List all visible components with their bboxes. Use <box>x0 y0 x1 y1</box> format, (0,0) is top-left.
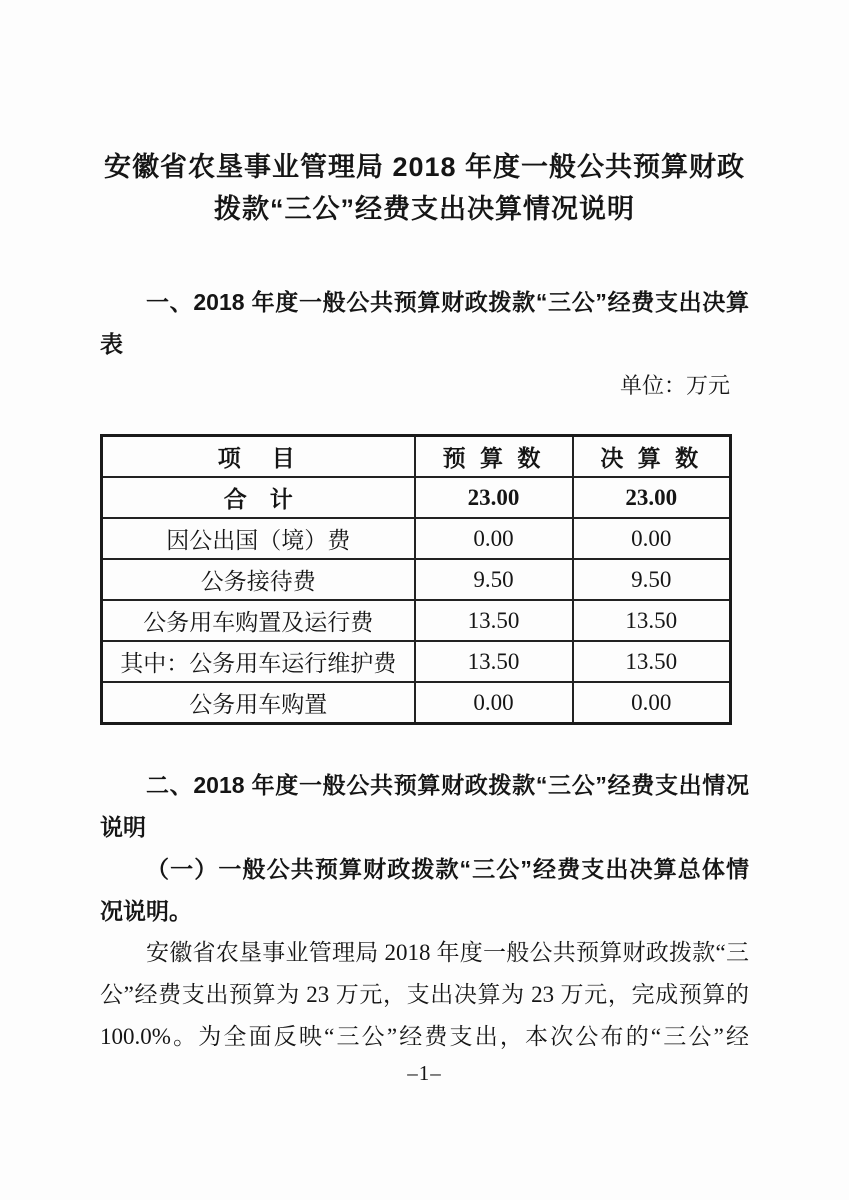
section-2-heading-line-2: 说明 <box>100 814 146 840</box>
section-1 <box>100 281 749 407</box>
table-row-reception-expense <box>102 559 731 600</box>
budget-table-container <box>100 434 749 725</box>
section-2-subheading-line-1: （一）一般公共预算财政拨款“三公”经费支出决算总体情 <box>146 856 749 882</box>
paragraph-line-3: 100.0%。为全面反映“三公”经费支出，本次公布的“三公”经 <box>100 1024 749 1049</box>
column-header-budget: 预 算 数 <box>415 436 573 478</box>
title-line-1: 安徽省农垦事业管理局 2018 年度一般公共预算财政 <box>103 152 746 182</box>
table-row-vehicle-purchase <box>102 682 731 724</box>
unit-label: 单位：万元 <box>619 373 730 398</box>
row-item-label: 合 计 <box>102 477 415 518</box>
table-header-row <box>102 436 731 478</box>
section-1-heading-line-1: 一、2018 年度一般公共预算财政拨款“三公”经费支出决算 <box>146 289 749 315</box>
row-budget-value: 13.50 <box>415 641 573 682</box>
row-budget-value: 9.50 <box>415 559 573 600</box>
paragraph-line-1: 安徽省农垦事业管理局 2018 年度一般公共预算财政拨款“三 <box>146 940 749 965</box>
table-row-abroad-expense <box>102 518 731 559</box>
row-budget-value: 13.50 <box>415 600 573 641</box>
row-budget-value: 0.00 <box>415 518 573 559</box>
section-2 <box>100 764 749 1058</box>
page-number: –1– <box>407 1061 442 1085</box>
document-title <box>100 146 749 230</box>
section-2-heading-line-1: 二、2018 年度一般公共预算财政拨款“三公”经费支出情况 <box>146 772 749 798</box>
section-1-heading-line-2: 表 <box>100 331 123 357</box>
table-row-vehicle-maintenance <box>102 641 731 682</box>
row-item-label: 因公出国（境）费 <box>102 518 415 559</box>
column-header-final: 决 算 数 <box>573 436 731 478</box>
section-2-subheading-line-2: 况说明。 <box>100 898 192 924</box>
row-item-label: 公务用车购置及运行费 <box>102 600 415 641</box>
title-line-2: 拨款“三公”经费支出决算情况说明 <box>214 194 635 224</box>
row-final-value: 13.50 <box>573 641 731 682</box>
budget-table <box>100 434 732 725</box>
row-final-value: 0.00 <box>573 518 731 559</box>
row-item-label: 公务接待费 <box>102 559 415 600</box>
row-item-label: 公务用车购置 <box>102 682 415 724</box>
row-final-value: 13.50 <box>573 600 731 641</box>
row-budget-value: 23.00 <box>415 477 573 518</box>
row-final-value: 23.00 <box>573 477 731 518</box>
row-item-label: 其中：公务用车运行维护费 <box>102 641 415 682</box>
row-budget-value: 0.00 <box>415 682 573 724</box>
column-header-item: 项 目 <box>102 436 415 478</box>
table-row-vehicle-expense <box>102 600 731 641</box>
row-final-value: 9.50 <box>573 559 731 600</box>
paragraph-line-2: 公”经费支出预算为 23 万元，支出决算为 23 万元，完成预算的 <box>100 982 749 1007</box>
row-final-value: 0.00 <box>573 682 731 724</box>
table-row-total <box>102 477 731 518</box>
